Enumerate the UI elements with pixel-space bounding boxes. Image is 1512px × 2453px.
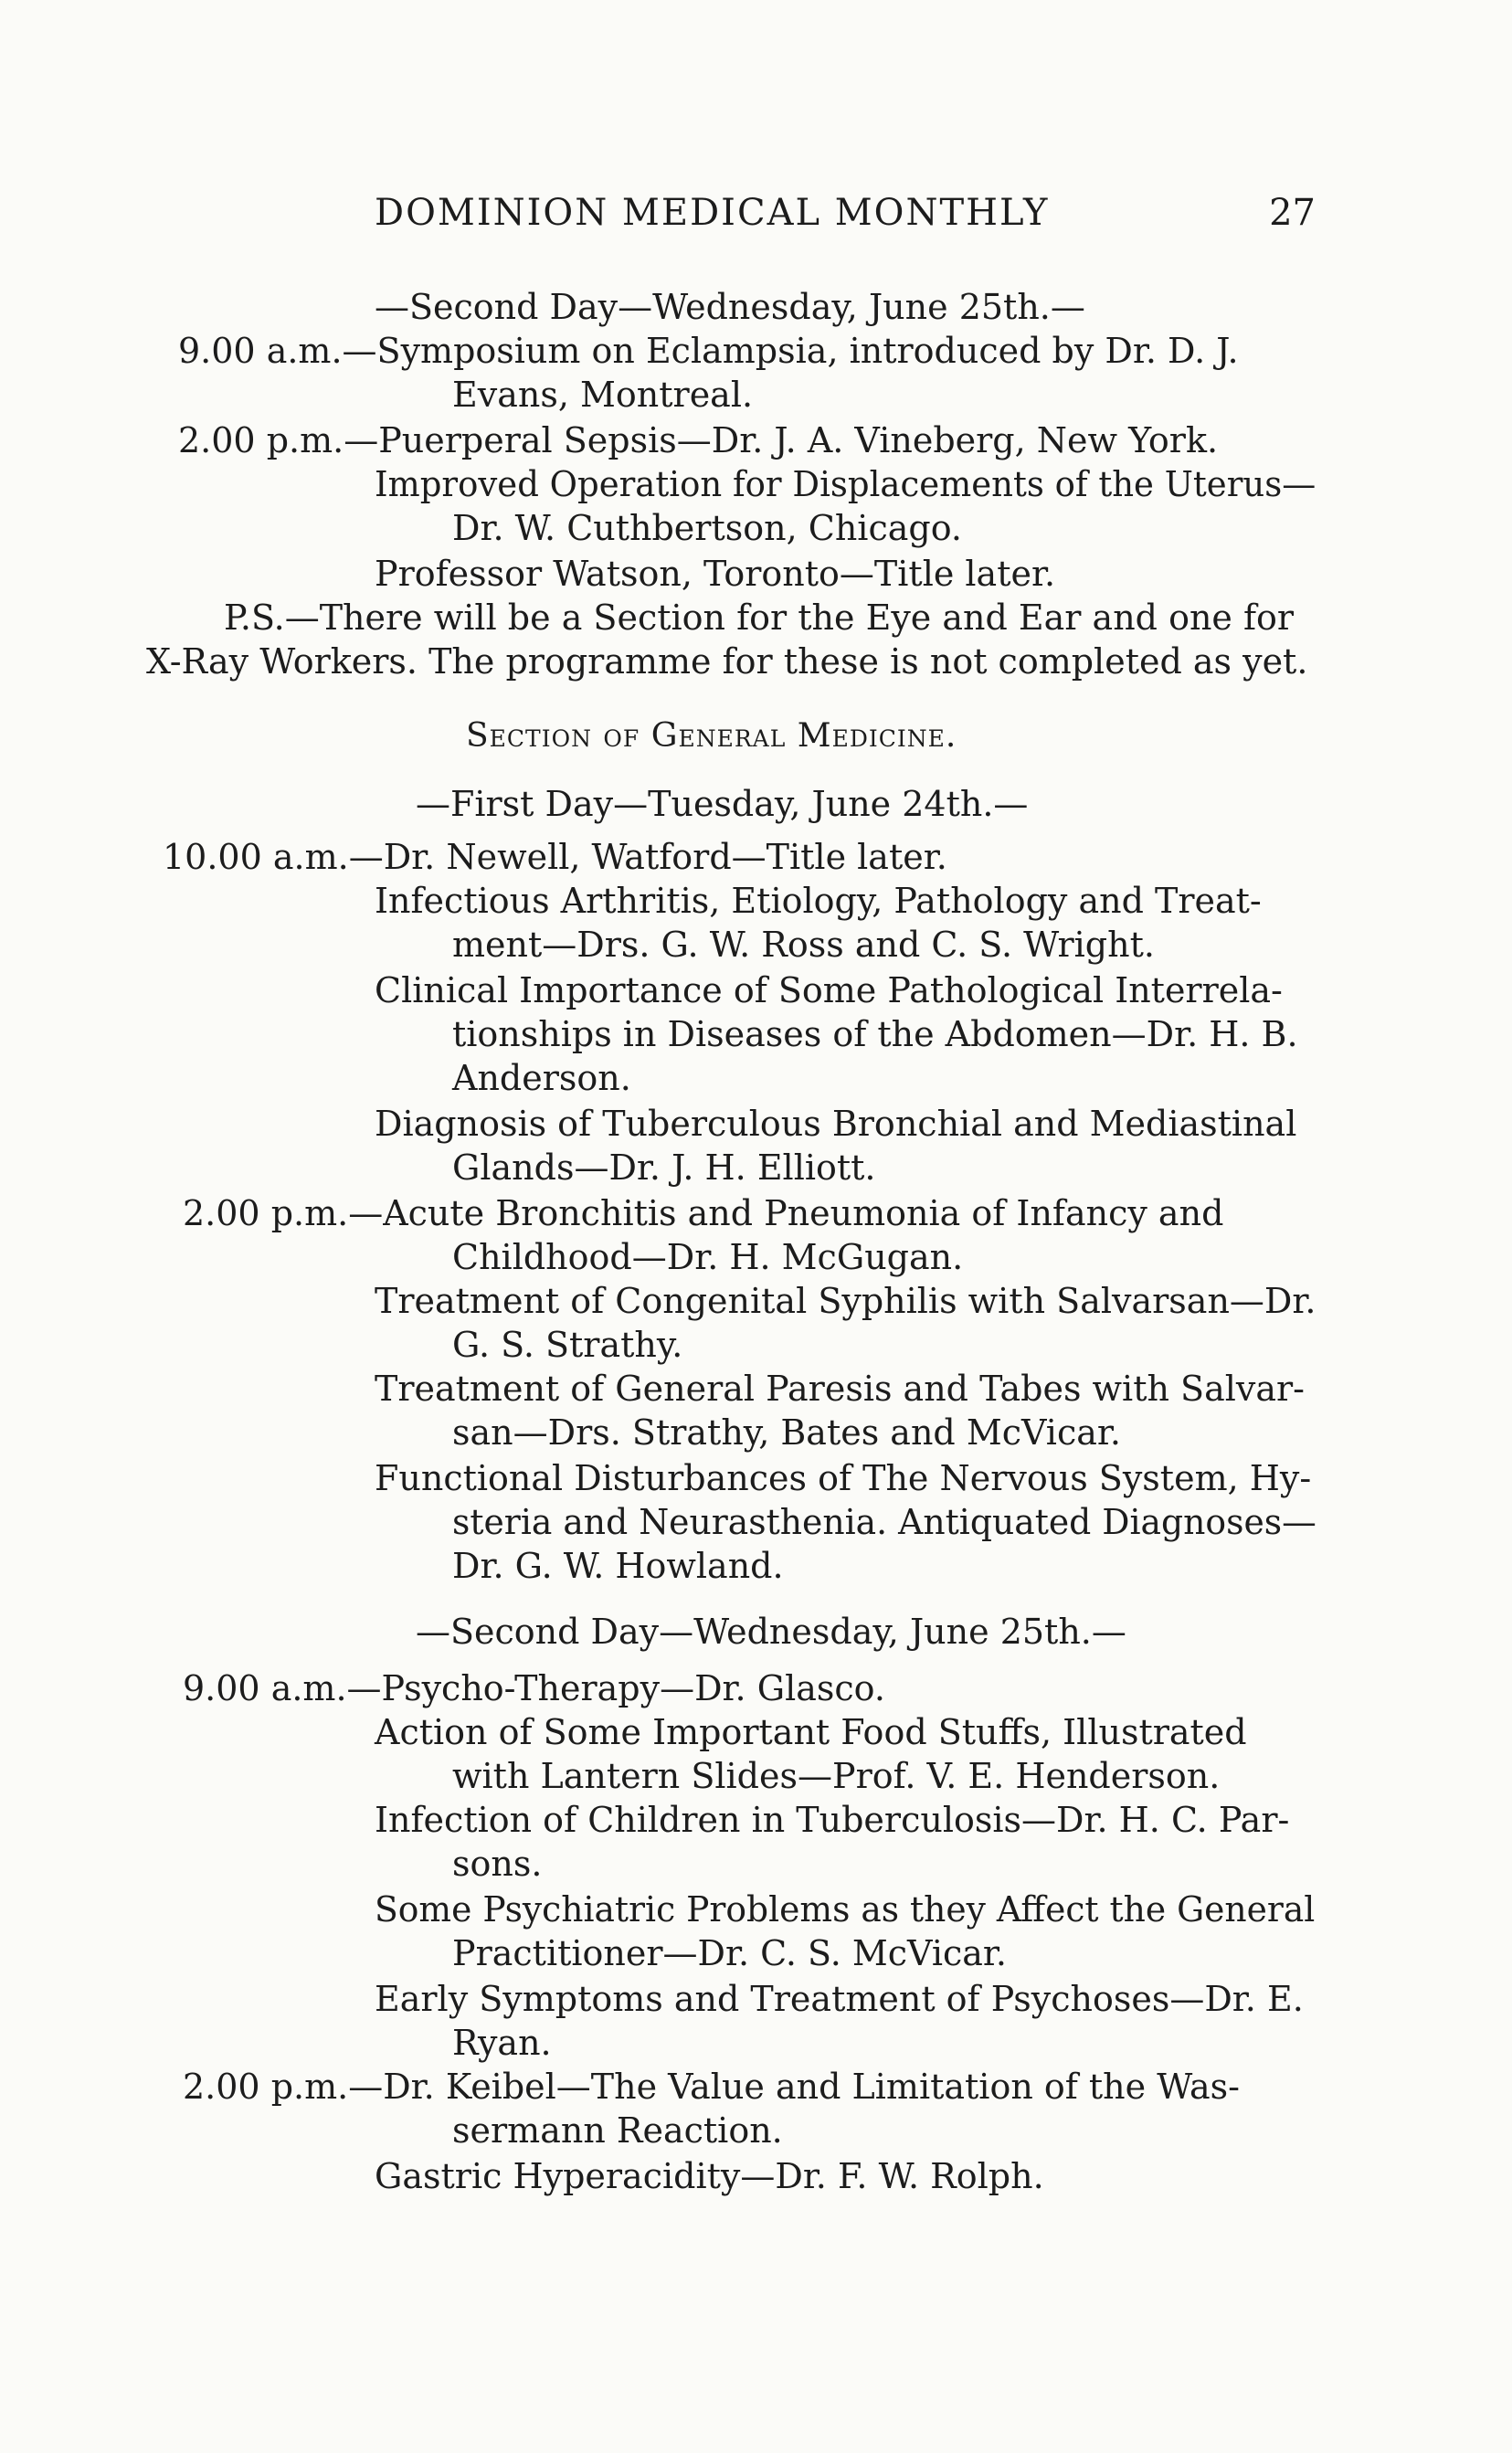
postscript-line: P.S.—There will be a Section for the Eye and Ear and one for [224, 597, 1295, 638]
program-entry-cont: Ryan. [452, 2023, 552, 2063]
program-entry-cont: san—Drs. Strathy, Bates and McVicar. [452, 1412, 1121, 1453]
program-entry: Infectious Arthritis, Etiology, Pathology and Treat- [375, 881, 1262, 921]
program-entry-cont: Practitioner—Dr. C. S. McVicar. [452, 1933, 1007, 1973]
day-heading: —First Day—Tuesday, June 24th.— [416, 784, 1029, 824]
program-entry: Professor Watson, Toronto—Title later. [375, 554, 1056, 594]
program-entry-cont: tionships in Diseases of the Abdomen—Dr. H. B. [452, 1014, 1298, 1054]
postscript-line: X-Ray Workers. The programme for these is not completed as yet. [146, 641, 1308, 682]
page-number: 27 [1269, 192, 1316, 234]
program-entry: Action of Some Important Food Stuffs, Illustrated [375, 1712, 1247, 1752]
day-heading: —Second Day—Wednesday, June 25th.— [416, 1612, 1126, 1652]
program-entry: 9.00 a.m.—Symposium on Eclampsia, introduced by Dr. D. J. [178, 331, 1239, 371]
program-entry: Diagnosis of Tuberculous Bronchial and Mediastinal [375, 1104, 1297, 1144]
program-entry: Treatment of General Paresis and Tabes with Salvar- [375, 1369, 1306, 1409]
program-entry: 9.00 a.m.—Psycho-Therapy—Dr. Glasco. [183, 1668, 885, 1708]
program-entry: Improved Operation for Displacements of the Uterus— [375, 464, 1316, 504]
program-entry-cont: ment—Drs. G. W. Ross and C. S. Wright. [452, 925, 1155, 965]
program-entry-cont: sermann Reaction. [452, 2110, 783, 2151]
program-entry: 2.00 p.m.—Dr. Keibel—The Value and Limitation of the Was- [183, 2067, 1240, 2107]
program-entry-cont: Dr. W. Cuthbertson, Chicago. [452, 508, 962, 548]
program-entry: 2.00 p.m.—Acute Bronchitis and Pneumonia of Infancy and [183, 1193, 1224, 1233]
program-entry-cont: Childhood—Dr. H. McGugan. [452, 1237, 964, 1277]
program-entry: 10.00 a.m.—Dr. Newell, Watford—Title later. [163, 837, 947, 877]
program-entry: Clinical Importance of Some Pathological Interrela- [375, 970, 1283, 1010]
program-entry: Gastric Hyperacidity—Dr. F. W. Rolph. [375, 2156, 1044, 2196]
program-entry-cont: sons. [452, 1844, 543, 1884]
program-entry: Infection of Children in Tuberculosis—Dr. H. C. Par- [375, 1800, 1290, 1840]
program-entry-cont: Anderson. [452, 1058, 631, 1098]
program-entry-cont: with Lantern Slides—Prof. V. E. Henderson. [452, 1756, 1221, 1796]
section-heading: Section of General Medicine. [466, 717, 957, 755]
program-entry-cont: steria and Neurasthenia. Antiquated Diagnoses— [452, 1502, 1316, 1542]
program-entry-cont: G. S. Strathy. [452, 1325, 683, 1365]
program-entry-cont: Glands—Dr. J. H. Elliott. [452, 1147, 876, 1188]
program-entry-cont: Dr. G. W. Howland. [452, 1546, 784, 1586]
program-entry: Treatment of Congenital Syphilis with Salvarsan—Dr. [375, 1281, 1316, 1321]
program-entry: 2.00 p.m.—Puerperal Sepsis—Dr. J. A. Vineberg, New York. [178, 420, 1219, 460]
page-header [375, 192, 1316, 247]
program-entry: Some Psychiatric Problems as they Affect the General [375, 1889, 1316, 1930]
program-entry: Early Symptoms and Treatment of Psychoses—Dr. E. [375, 1979, 1304, 2019]
program-entry-cont: Evans, Montreal. [452, 375, 754, 415]
program-entry: Functional Disturbances of The Nervous System, Hy- [375, 1458, 1312, 1498]
day-heading: —Second Day—Wednesday, June 25th.— [375, 287, 1085, 327]
running-title: DOMINION MEDICAL MONTHLY [375, 192, 1050, 234]
